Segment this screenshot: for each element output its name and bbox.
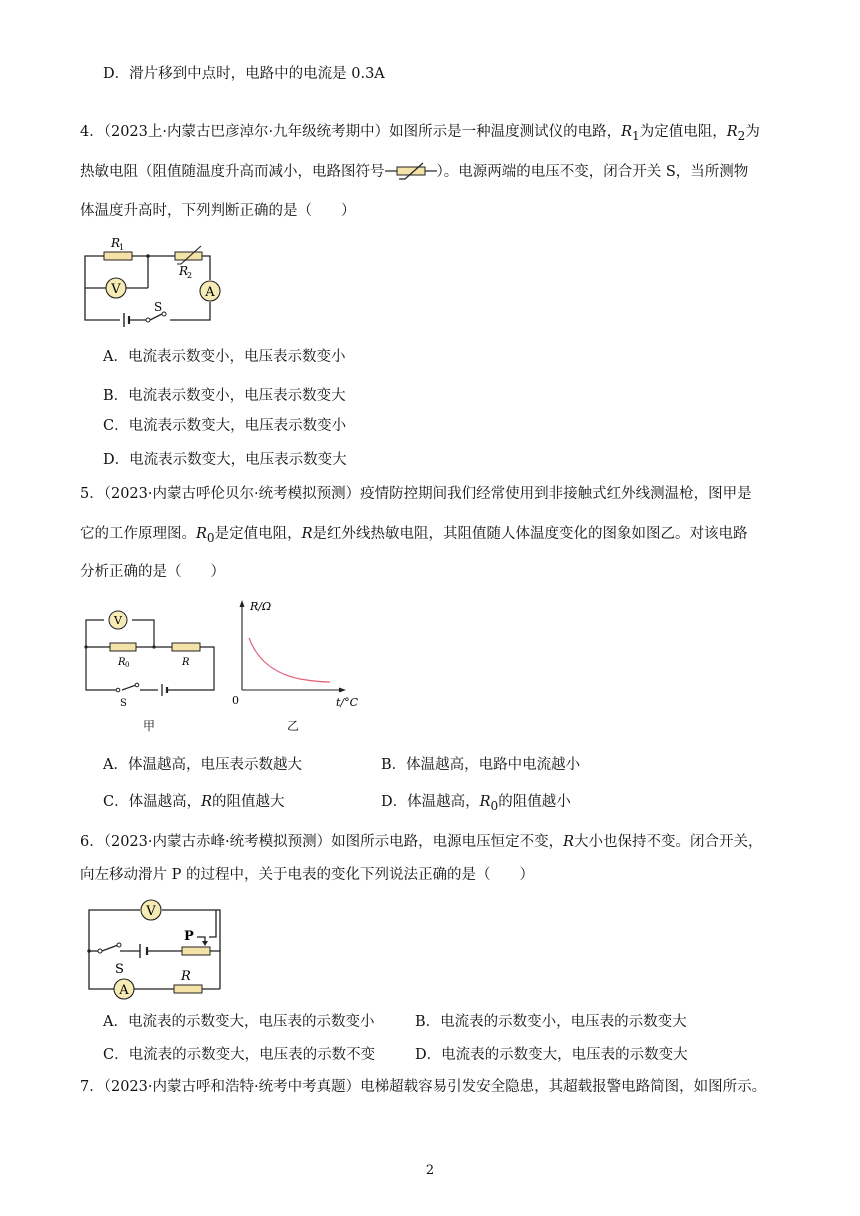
q7-line-1: 7．（2023·内蒙古呼和浩特·统考中考真题）电梯超载容易引发安全隐患，其超载报警电路简图，如图所示。	[80, 1079, 767, 1095]
q6-slider-p	[202, 941, 208, 946]
q6-line-1: 6．（2023·内蒙古赤峰·统考模拟预测）如图所示电路，电源电压恒定不变，R大小也保持不变。闭合开关，	[80, 834, 763, 850]
q5-graph-yi	[232, 598, 362, 713]
q4-thermistor-r2	[175, 252, 202, 260]
q5-option-b: B．体温越高，电路中电流越小	[381, 757, 581, 773]
q5-switch	[116, 688, 120, 692]
q5-resistance-curve	[249, 638, 330, 682]
q4-option-d: D．电流表示数变大，电压表示数变大	[103, 452, 347, 468]
q4-line-3: 体温度升高时，下列判断正确的是（ ）	[80, 203, 356, 219]
q6-option-b: B．电流表的示数变小，电压表的示数变大	[415, 1014, 687, 1030]
q6-option-d: D．电流表的示数变大，电压表的示数变大	[415, 1047, 688, 1063]
q5-circuit-figure-jia	[82, 605, 222, 710]
q5-line-1: 5．（2023·内蒙古呼伦贝尔·统考模拟预测）疫情防控期间我们经常使用到非接触式红外线测温枪，图甲是	[80, 486, 752, 502]
q5-graph-ylabel: R/Ω	[250, 600, 272, 613]
q4-option-c: C．电流表示数变大，电压表示数变小	[103, 418, 347, 434]
svg-text:R: R	[182, 657, 190, 668]
page-number: 2	[425, 1163, 435, 1178]
svg-text:R: R	[179, 264, 189, 278]
svg-text:P: P	[184, 929, 194, 944]
q5-option-d: D．体温越高，$R_0$的阻值越小	[381, 794, 571, 813]
svg-text:0: 0	[125, 661, 130, 669]
thermistor-symbol	[385, 162, 437, 180]
q5-line-2: 它的工作原理图。$R_0$是定值电阻，R是红外线热敏电阻，其阻值随人体温度变化的图象如图乙。对该电路	[80, 526, 748, 545]
svg-text:A: A	[205, 285, 215, 300]
q5-graph-xlabel: t/°C	[336, 696, 359, 709]
q6-switch	[98, 949, 102, 953]
svg-text:A: A	[119, 983, 129, 998]
svg-text:S: S	[115, 962, 124, 977]
q5-line-3: 分析正确的是（ ）	[80, 564, 225, 580]
q4-switch	[162, 312, 166, 316]
q5-graph-origin: 0	[232, 694, 239, 707]
svg-text:1: 1	[119, 243, 125, 252]
q6-line-2: 向左移动滑片 P 的过程中，关于电表的变化下列说法正确的是（ ）	[80, 867, 534, 883]
svg-text:S: S	[154, 300, 163, 314]
q5-figure-jia-caption: 甲	[143, 719, 156, 733]
q4-resistor-r1	[104, 252, 132, 260]
svg-text:R: R	[111, 236, 121, 250]
q6-circuit-figure	[84, 897, 229, 997]
q5-thermistor-r	[172, 643, 200, 651]
q5-option-a: A．体温越高，电压表示数越大	[103, 757, 302, 773]
q5-figure-yi-caption: 乙	[287, 719, 300, 733]
q4-circuit-figure	[80, 228, 230, 328]
q4-line-2: 热敏电阻（阻值随温度升高而减小，电路图符号 ）。电源两端的电压不变，闭合开关 S，当所测物	[80, 164, 749, 180]
svg-text:2: 2	[187, 271, 193, 280]
q4-option-a: A．电流表示数变小，电压表示数变小	[103, 349, 346, 365]
q6-option-c: C．电流表的示数变大，电压表的示数不变	[103, 1047, 376, 1063]
q6-resistor-r	[174, 985, 202, 993]
q6-rheostat	[182, 947, 210, 955]
svg-text:R: R	[181, 969, 191, 984]
q3-option-d: D．滑片移到中点时，电路中的电流是 0.3A	[103, 66, 385, 82]
svg-text:V: V	[114, 614, 122, 627]
q5-option-c: C．体温越高，R的阻值越大	[103, 794, 285, 810]
svg-text:S: S	[120, 698, 127, 709]
q4-line-1: 4．（2023上·内蒙古巴彦淖尔·九年级统考期中）如图所示是一种温度测试仪的电路，$R_1$为定值电阻，$R_2$为	[80, 124, 760, 143]
svg-text:V: V	[111, 282, 121, 297]
q6-option-a: A．电流表的示数变大，电压表的示数变小	[103, 1014, 375, 1030]
q4-option-b: B．电流表示数变小，电压表示数变大	[103, 388, 346, 404]
svg-text:R: R	[118, 657, 126, 668]
svg-text:V: V	[146, 904, 156, 919]
q5-resistor-r0	[110, 643, 136, 651]
